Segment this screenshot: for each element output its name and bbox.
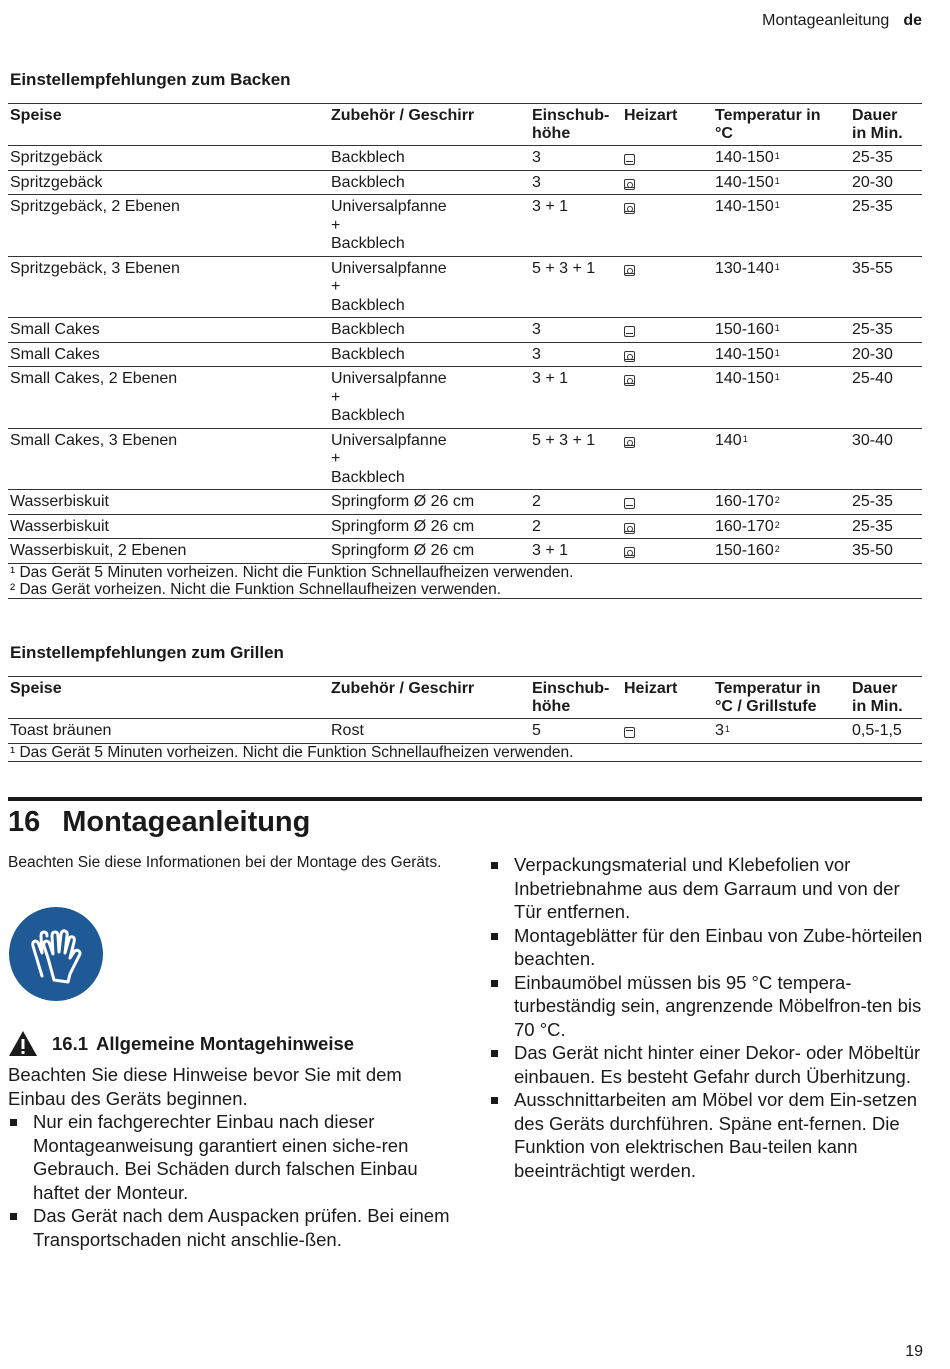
chapter-title: Montageanleitung [62, 806, 311, 838]
heating-cell [622, 490, 713, 515]
duration-cell: 25-35 [852, 517, 893, 535]
heating-cell [622, 514, 713, 539]
hot-air-icon [624, 547, 635, 558]
list-item: Das Gerät nicht hinter einer Dekor- oder Möbeltür einbauen. Es besteht Gefahr durch Überhitzung. [489, 1041, 929, 1088]
column-header: Zubehör / Geschirr [331, 107, 475, 124]
top-bottom-heat-icon [624, 154, 635, 165]
baking-table [8, 103, 922, 599]
table-row [8, 146, 922, 171]
dish-cell: Spritzgebäck [10, 173, 103, 191]
table-row [8, 342, 922, 367]
left-bullet-list [8, 1110, 453, 1251]
duration-cell: 20-30 [852, 345, 893, 363]
dish-cell: Wasserbiskuit [10, 517, 109, 535]
section-lead: Beachten Sie diese Hinweise bevor Sie mit dem Einbau des Geräts beginnen. [8, 1064, 402, 1109]
column-header: Dauer in Min. [852, 680, 903, 715]
hot-air-icon [624, 351, 635, 362]
dish-cell: Wasserbiskuit, 2 Ebenen [10, 542, 187, 559]
level-cell: 2 [532, 517, 541, 535]
gloves-icon [8, 906, 104, 1002]
duration-cell: 20-30 [852, 173, 893, 191]
temperature-cell: $150-160^2$ [715, 542, 780, 559]
duration-cell: 25-35 [852, 149, 893, 166]
duration-cell: 25-35 [852, 198, 893, 215]
right-bullet-list [489, 853, 929, 1182]
temperature-cell: $150-160^1$ [715, 321, 780, 338]
heating-cell [622, 195, 713, 257]
column-header: Zubehör / Geschirr [331, 680, 475, 697]
footnote-ref: 1 [774, 372, 780, 382]
accessory-cell: Backblech [331, 149, 405, 166]
accessory-cell: Universalpfanne + Backblech [331, 259, 447, 314]
section-title: Allgemeine Montagehinweise [96, 1032, 355, 1054]
accessory-cell: Springform Ø 26 cm [331, 493, 475, 510]
heating-cell [622, 367, 713, 429]
duration-cell: 35-50 [852, 542, 893, 559]
temperature-cell: $140-150^1$ [715, 345, 780, 363]
footnote-row [8, 581, 922, 599]
header-language: de [903, 12, 922, 29]
accessory-cell: Universalpfanne + Backblech [331, 370, 447, 424]
column-header: Temperatur in °C / Grillstufe [715, 680, 821, 715]
footnote-ref: 1 [774, 200, 780, 210]
footnote-ref: 1 [724, 724, 730, 734]
top-bottom-heat-icon [624, 498, 635, 509]
temperature-cell: $160-170^2$ [715, 493, 780, 510]
right-column [489, 853, 929, 1182]
dish-cell: Small Cakes [10, 321, 100, 338]
list-item: Das Gerät nach dem Auspacken prüfen. Bei einem Transportschaden nicht anschlie-ßen. [8, 1204, 453, 1251]
level-cell: 3 [532, 345, 541, 363]
hot-air-icon [624, 265, 635, 276]
table-row [8, 195, 922, 257]
table-row [8, 539, 922, 564]
grill-icon [624, 727, 635, 738]
footnote-ref: 1 [742, 433, 748, 444]
temperature-cell: $140-150^1$ [715, 198, 780, 215]
footnote-ref: 1 [774, 261, 780, 272]
footnote-text: ¹ Das Gerät 5 Minuten vorheizen. Nicht die Funktion Schnellaufheizen verwenden. [10, 563, 574, 581]
table-row [8, 719, 922, 744]
accessory-cell: Rost [331, 722, 364, 739]
table-row [8, 428, 922, 490]
temperature-cell: $140-150^1$ [715, 173, 780, 191]
hot-air-icon [624, 437, 635, 448]
level-cell: 5 [532, 722, 541, 739]
heating-cell [622, 318, 713, 343]
warning-icon [8, 1030, 38, 1057]
dish-cell: Small Cakes, 2 Ebenen [10, 370, 178, 387]
running-header [762, 12, 922, 30]
dish-cell: Toast bräunen [10, 722, 112, 739]
column-header: Speise [10, 107, 62, 124]
heating-cell [622, 170, 713, 195]
dish-cell: Small Cakes, 3 Ebenen [10, 431, 178, 449]
temperature-cell: $130-140^1$ [715, 259, 780, 277]
footnote-ref: 1 [774, 151, 780, 161]
temperature-cell: $160-170^2$ [715, 517, 780, 535]
duration-cell: 25-40 [852, 370, 893, 387]
list-item: Nur ein fachgerechter Einbau nach dieser Montageanweisung garantiert einen siche-ren Gebrauch. Bei Schäden durch falschen Einbau haftet der Monteur. [8, 1110, 453, 1204]
level-cell: 3 [532, 321, 541, 338]
column-header: Einschub- höhe [532, 107, 610, 142]
footnote-ref: 1 [774, 323, 780, 333]
accessory-cell: Universalpfanne + Backblech [331, 431, 447, 486]
table-row [8, 490, 922, 515]
chapter-heading [8, 806, 310, 839]
column-header: Heizart [624, 107, 678, 124]
header-section: Montageanleitung [762, 12, 890, 29]
hot-air-icon [624, 375, 635, 386]
accessory-cell: Backblech [331, 173, 405, 191]
temperature-cell: $3^1$ [715, 722, 730, 739]
heating-cell [622, 146, 713, 171]
chapter-rule [8, 797, 922, 801]
list-item: Montageblätter für den Einbau von Zube-hörteilen beachten. [489, 924, 929, 971]
accessory-cell: Backblech [331, 345, 405, 363]
footnote-ref: 2 [774, 495, 780, 505]
level-cell: 3 + 1 [532, 370, 569, 387]
footnote-ref: 2 [774, 519, 780, 530]
table-row [8, 256, 922, 318]
temperature-cell: $140-150^1$ [715, 370, 780, 387]
footnote-row [8, 563, 922, 581]
level-cell: 3 [532, 149, 541, 166]
top-bottom-heat-icon [624, 326, 635, 337]
heating-cell [622, 539, 713, 564]
heating-cell [622, 342, 713, 367]
footnote-ref: 1 [774, 347, 780, 358]
column-header: Einschub- höhe [532, 680, 610, 715]
footnote-row [8, 743, 922, 761]
dish-cell: Wasserbiskuit [10, 493, 109, 510]
heating-cell [622, 719, 713, 744]
section-heading [8, 1030, 354, 1057]
dish-cell: Spritzgebäck [10, 149, 103, 166]
duration-cell: 25-35 [852, 493, 893, 510]
column-header: Speise [10, 680, 62, 697]
table-row [8, 170, 922, 195]
list-item: Ausschnittarbeiten am Möbel vor dem Ein-setzen des Geräts durchführen. Späne ent-fernen. Die Funktion von elektrischen Bau-teilen kann beeinträchtigt werden. [489, 1088, 929, 1182]
grilling-table-title: Einstellempfehlungen zum Grillen [10, 643, 284, 662]
column-header: Temperatur in °C [715, 107, 821, 142]
intro-text: Beachten Sie diese Informationen bei der Montage des Geräts. [8, 854, 442, 871]
section-number: 16.1 [52, 1032, 89, 1054]
accessory-cell: Springform Ø 26 cm [331, 517, 475, 535]
level-cell: 3 [532, 173, 541, 191]
dish-cell: Spritzgebäck, 3 Ebenen [10, 259, 180, 277]
hot-air-icon [624, 179, 635, 190]
level-cell: 2 [532, 493, 541, 510]
table-row [8, 318, 922, 343]
table-row [8, 367, 922, 429]
page-number: 19 [905, 1343, 923, 1360]
footnote-text: ² Das Gerät vorheizen. Nicht die Funktion Schnellaufheizen verwenden. [10, 580, 502, 598]
duration-cell: 30-40 [852, 431, 893, 449]
column-header: Heizart [624, 680, 678, 697]
baking-table-title: Einstellempfehlungen zum Backen [10, 70, 291, 89]
left-column [8, 1063, 453, 1251]
chapter-number: 16 [8, 806, 41, 838]
table-header-row [8, 104, 922, 146]
list-item: Einbaumöbel müssen bis 95 °C tempera-turbeständig sein, angrenzende Möbelfron-ten bis 70 °C. [489, 971, 929, 1042]
table-header-row [8, 677, 922, 719]
footnote-ref: 1 [774, 175, 780, 186]
accessory-cell: Universalpfanne + Backblech [331, 198, 447, 252]
dish-cell: Spritzgebäck, 2 Ebenen [10, 198, 180, 215]
level-cell: 5 + 3 + 1 [532, 431, 596, 449]
hot-air-icon [624, 203, 635, 214]
heating-cell [622, 428, 713, 490]
level-cell: 3 + 1 [532, 198, 569, 215]
grilling-table [8, 676, 922, 762]
temperature-cell: $140-150^1$ [715, 149, 780, 166]
hot-air-icon [624, 523, 635, 534]
duration-cell: 0,5-1,5 [852, 722, 902, 739]
temperature-cell: $140^1$ [715, 431, 748, 449]
accessory-cell: Backblech [331, 321, 405, 338]
level-cell: 5 + 3 + 1 [532, 259, 596, 277]
list-item: Verpackungsmaterial und Klebefolien vor Inbetriebnahme aus dem Garraum und von der Tür entfernen. [489, 853, 929, 924]
dish-cell: Small Cakes [10, 345, 100, 363]
heating-cell [622, 256, 713, 318]
duration-cell: 35-55 [852, 259, 893, 277]
accessory-cell: Springform Ø 26 cm [331, 542, 475, 559]
duration-cell: 25-35 [852, 321, 893, 338]
column-header: Dauer in Min. [852, 107, 903, 142]
footnote-ref: 2 [774, 544, 780, 554]
level-cell: 3 + 1 [532, 542, 569, 559]
footnote-text: ¹ Das Gerät 5 Minuten vorheizen. Nicht die Funktion Schnellaufheizen verwenden. [10, 743, 574, 761]
table-row [8, 514, 922, 539]
